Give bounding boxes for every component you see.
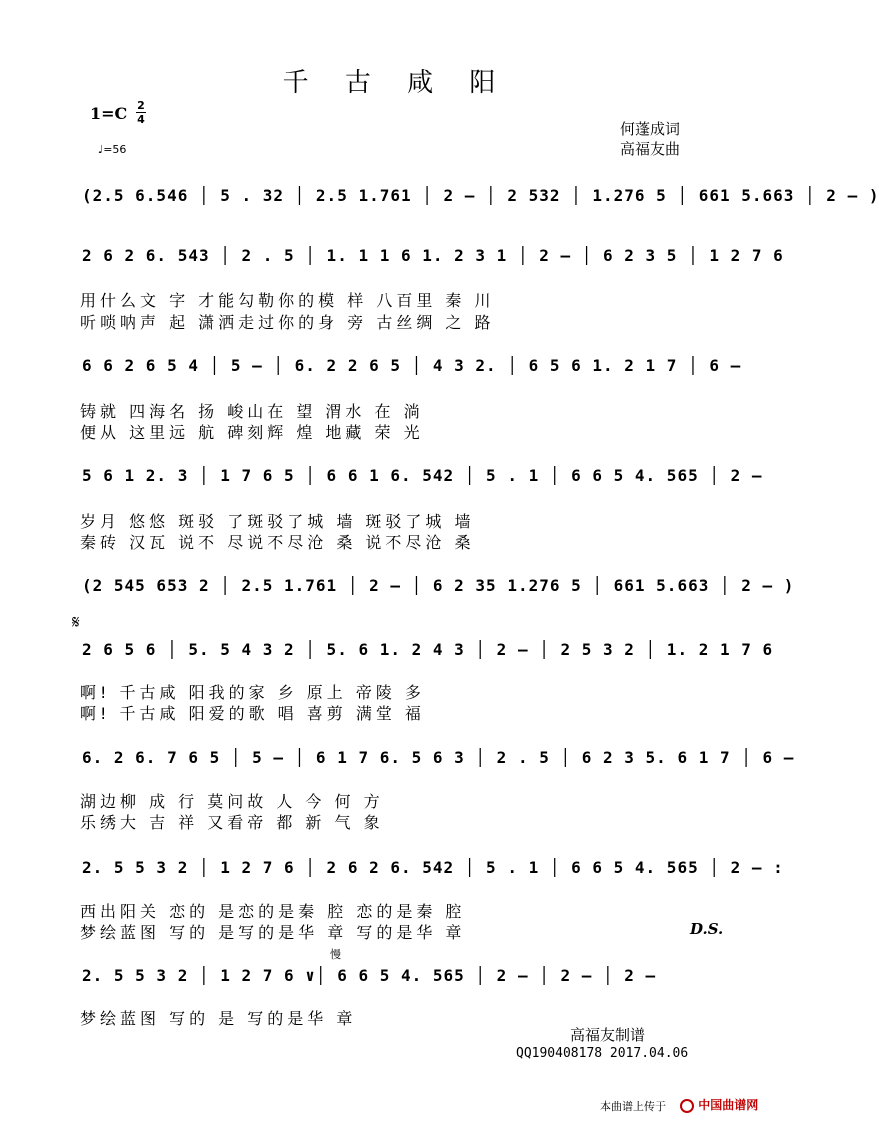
- time-signature-bottom: 4: [137, 113, 145, 126]
- lyrics-row-7-verse-1: 湖边柳 成 行 莫问故 人 今 何 方: [80, 792, 384, 811]
- lyrics-row-3-verse-1: 铸就 四海名 扬 峻山在 望 渭水 在 淌: [80, 402, 424, 421]
- lyrics-row-9-verse-1: 梦绘蓝图 写的 是 写的是华 章: [80, 1009, 357, 1028]
- lyrics-row-8-verse-2: 梦绘蓝图 写的 是写的是华 章 写的是华 章: [80, 923, 466, 942]
- composer-credit: 高福友曲: [620, 140, 681, 158]
- notation-row-9: 2. 5 5 3 2 │ 1 2 7 6 ∨│ 6 6 5 4. 565 │ 2 – │ 2 – │ 2 –: [82, 966, 657, 985]
- notation-row-6: 2 6 5 6 │ 5. 5 4 3 2 │ 5. 6 1. 2 4 3 │ 2 – │ 2 5 3 2 │ 1. 2 1 7 6: [82, 640, 774, 659]
- lyrics-row-2-verse-1: 用什么文 字 才能勾勒你的模 样 八百里 秦 川: [80, 291, 495, 310]
- ds-mark: D.S.: [690, 920, 724, 938]
- lyricist-credit: 何蓬成词: [620, 120, 681, 138]
- lyrics-row-2-verse-2: 听唢呐声 起 潇洒走过你的身 旁 古丝绸 之 路: [80, 313, 495, 332]
- lyrics-row-3-verse-2: 便从 这里远 航 碑刻辉 煌 地藏 荣 光: [80, 423, 424, 442]
- lyrics-row-6-verse-2: 啊! 千古咸 阳爱的歌 唱 喜剪 满堂 福: [80, 704, 425, 723]
- slow-marking: 慢: [330, 948, 341, 961]
- site-logo-text: 中国曲谱网: [698, 1098, 759, 1112]
- segno-sign: 𝄋: [72, 612, 80, 633]
- notation-row-5: (2 545 653 2 │ 2.5 1.761 │ 2 – │ 6 2 35 1.276 5 │ 661 5.663 │ 2 – ): [82, 576, 795, 595]
- lyrics-row-4-verse-2: 秦砖 汉瓦 说不 尽说不尽沧 桑 说不尽沧 桑: [80, 533, 475, 552]
- notation-row-7: 6. 2 6. 7 6 5 │ 5 – │ 6 1 7 6. 5 6 3 │ 2 . 5 │ 6 2 3 5. 6 1 7 │ 6 –: [82, 748, 795, 767]
- site-logo-icon: [680, 1099, 694, 1113]
- site-logo: [680, 1096, 758, 1113]
- notation-row-2: 2 6 2 6. 543 │ 2 . 5 │ 1. 1 1 6 1. 2 3 1 │ 2 – │ 6 2 3 5 │ 1 2 7 6: [82, 246, 784, 265]
- time-signature: [136, 100, 146, 125]
- notation-row-8: 2. 5 5 3 2 │ 1 2 7 6 │ 2 6 2 6. 542 │ 5 . 1 │ 6 6 5 4. 565 │ 2 – :: [82, 858, 784, 877]
- upload-note: 本曲谱上传于: [600, 1100, 666, 1113]
- notation-row-3: 6 6 2 6 5 4 │ 5 – │ 6. 2 2 6 5 │ 4 3 2. │ 6 5 6 1. 2 1 7 │ 6 –: [82, 356, 742, 375]
- lyrics-row-4-verse-1: 岁月 悠悠 斑驳 了斑驳了城 墙 斑驳了城 墙: [80, 512, 475, 531]
- notation-row-4: 5 6 1 2. 3 │ 1 7 6 5 │ 6 6 1 6. 542 │ 5 . 1 │ 6 6 5 4. 565 │ 2 –: [82, 466, 763, 485]
- tempo-marking: ♩=56: [98, 143, 127, 156]
- contact-info: QQ190408178 2017.04.06: [516, 1046, 689, 1061]
- time-signature-top: 2: [137, 99, 145, 112]
- lyrics-row-7-verse-2: 乐绣大 吉 祥 又看帝 都 新 气 象: [80, 813, 384, 832]
- notation-row-1: (2.5 6.546 │ 5 . 32 │ 2.5 1.761 │ 2 – │ 2 532 │ 1.276 5 │ 661 5.663 │ 2 – ): [82, 186, 879, 205]
- key-signature: 1=C: [90, 104, 128, 123]
- lyrics-row-6-verse-1: 啊! 千古咸 阳我的家 乡 原上 帝陵 多: [80, 683, 425, 702]
- lyrics-row-8-verse-1: 西出阳关 恋的 是恋的是秦 腔 恋的是秦 腔: [80, 902, 466, 921]
- arranger-credit: 高福友制谱: [570, 1026, 646, 1044]
- song-title: 千 古 咸 阳: [282, 68, 510, 98]
